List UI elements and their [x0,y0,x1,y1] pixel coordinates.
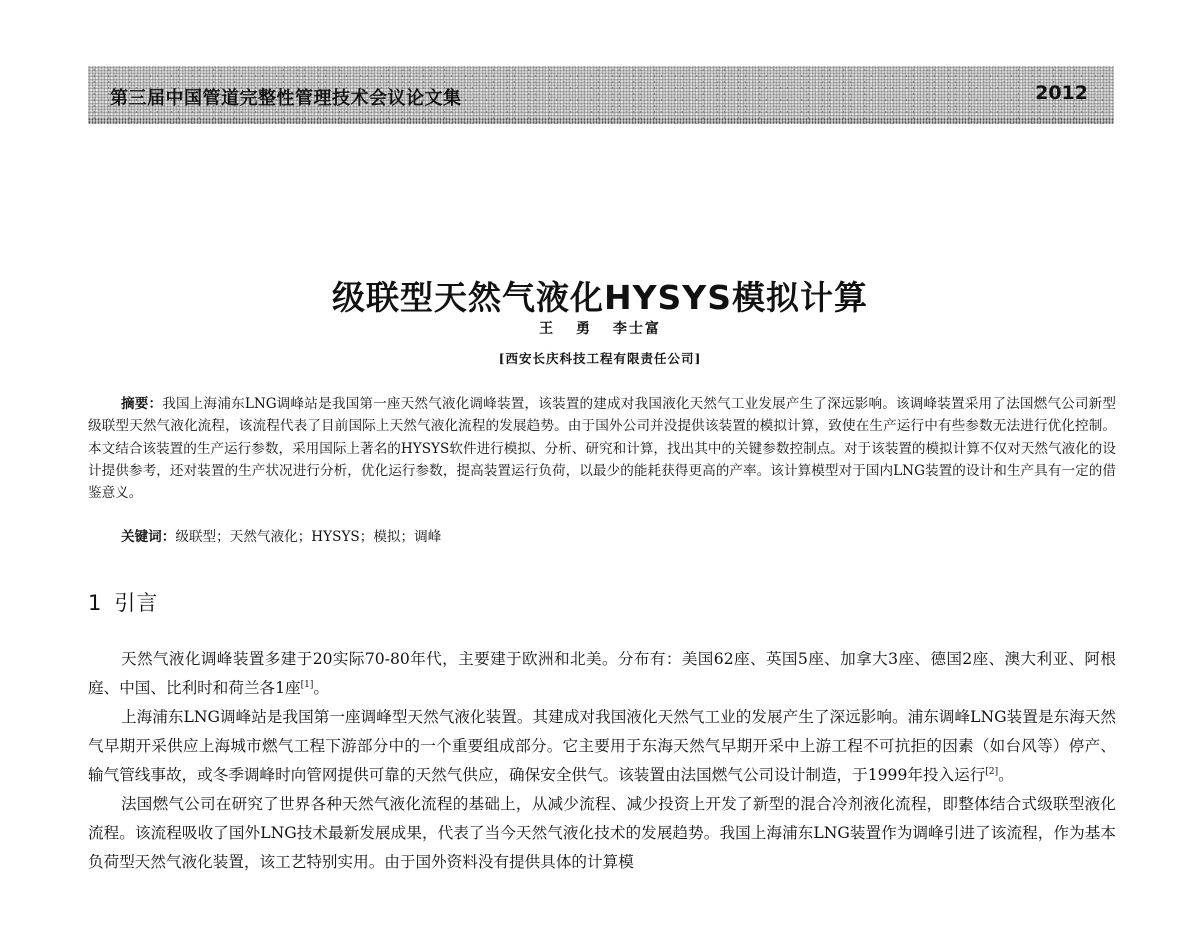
citation-ref: [2] [985,766,999,777]
keywords-label: 关键词： [121,529,176,545]
paragraph-text: 上海浦东LNG调峰站是我国第一座调峰型天然气液化装置。其建成对我国液化天然气工业的发展产生了深远影响。浦东调峰LNG装置是东海天然气早期开采供应上海城市燃气工程下游部分中的一个重要组成部分。它主要用于东海天然气早期开采中上游工程不可抗拒的因素（如台风等）停产、输气管线事故，或冬季调峰时向管网提供可靠的天然气供应，确保安全供气。该装置由法国燃气公司设计制造，于1999年投入运行 [88,708,1116,784]
running-header-title: 第三届中国管道完整性管理技术会议论文集 [110,88,462,109]
abstract-text: 我国上海浦东LNG调峰站是我国第一座天然气液化调峰装置，该装置的建成对我国液化天然气工业发展产生了深远影响。该调峰装置采用了法国燃气公司新型级联型天然气液化流程，该流程代表了目前国际上天然气液化流程的发展趋势。由于国外公司并没提供该装置的模拟计算，致使在生产运行中有些参数无法进行优化控制。本文结合该装置的生产运行参数，采用国际上著名的HYSYS软件进行模拟、分析、研究和计算，找出其中的关键参数控制点。对于该装置的模拟计算不仅对天然气液化的设计提供参考，还对装置的生产状况进行分析，优化运行参数，提高装置运行负荷，以最少的能耗获得更高的产率。该计算模型对于国内LNG装置的设计和生产具有一定的借鉴意义。 [88,396,1116,502]
paragraph-tail: 。 [313,679,329,697]
keywords-text: 级联型；天然气液化；HYSYS；模拟；调峰 [175,529,442,545]
abstract-label: 摘要： [121,396,163,412]
running-header-year: 2012 [1035,82,1088,104]
paragraph-text: 天然气液化调峰装置多建于20实际70-80年代，主要建于欧洲和北美。分布有：美国62座、英国5座、加拿大3座、德国2座、澳大利亚、阿根庭、中国、比利时和荷兰各1座 [88,650,1116,697]
paragraph-text: 法国燃气公司在研究了世界各种天然气液化流程的基础上，从减少流程、减少投资上开发了新型的混合冷剂液化流程，即整体结合式级联型液化流程。该流程吸收了国外LNG技术最新发展成果，代表了当今天然气液化技术的发展趋势。我国上海浦东LNG装置作为调峰引进了该流程，作为基本负荷型天然气液化装置，该工艺特别实用。由于国外资料没有提供具体的计算模 [88,795,1116,871]
section-heading [88,587,158,617]
paper-title: 级联型天然气液化HYSYS模拟计算 [332,278,868,318]
affiliation: [西安长庆科技工程有限责任公司] [498,351,702,366]
paragraph-1 [88,645,1116,703]
paragraph-tail: 。 [998,766,1014,784]
body-text [88,645,1116,877]
authors: 王 勇 李士富 [539,321,661,337]
keywords [121,526,441,548]
paragraph-3 [88,790,1116,877]
abstract [88,393,1116,504]
paragraph-2 [88,703,1116,790]
section-title: 引言 [114,591,159,615]
section-number: 1 [88,591,103,615]
citation-ref: [1] [300,679,314,690]
